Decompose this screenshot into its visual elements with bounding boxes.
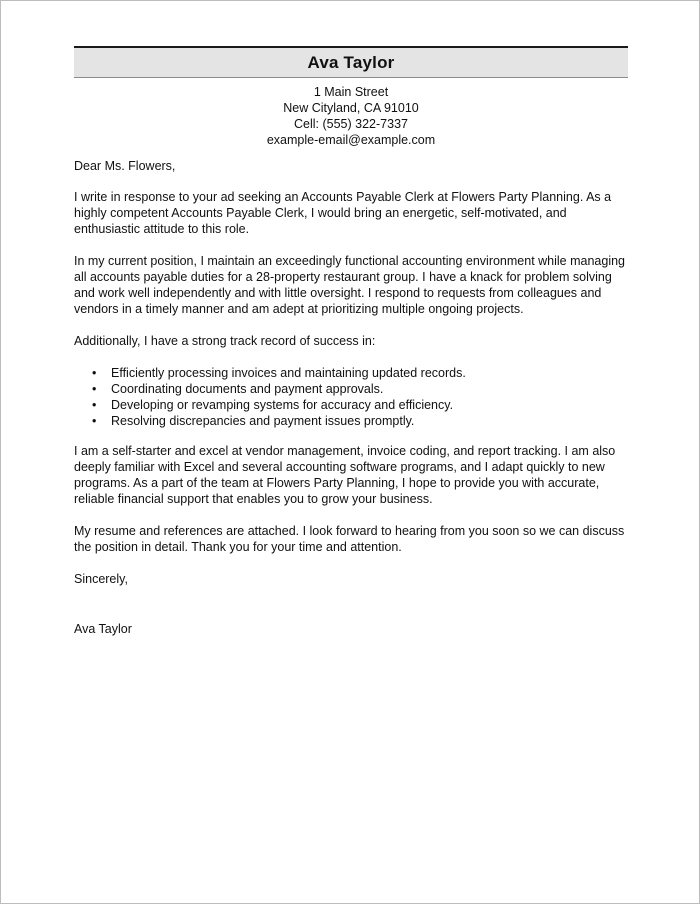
applicant-name: Ava Taylor (307, 52, 395, 72)
paragraph-closing: My resume and references are attached. I look forward to hearing from you soon so we can discuss the position in detail. Thank you for your time and attention. (74, 524, 625, 554)
letter-body (74, 158, 634, 653)
bullet-icon: • (92, 414, 97, 428)
city-state-zip: New Cityland, CA 91010 (283, 101, 419, 115)
list-item (74, 381, 634, 397)
closing-salutation: Sincerely, (74, 572, 128, 586)
bullet-icon: • (92, 366, 97, 380)
contact-block (74, 84, 628, 148)
list-item-text: Resolving discrepancies and payment issues promptly. (111, 414, 415, 428)
street-address: 1 Main Street (313, 85, 389, 99)
email-address: example-email@example.com (266, 133, 436, 147)
list-item-text: Efficiently processing invoices and maintaining updated records. (111, 366, 466, 380)
bullet-icon: • (92, 398, 97, 412)
list-item (74, 413, 634, 429)
list-item (74, 365, 634, 381)
paragraph-current-position: In my current position, I maintain an exceedingly functional accounting environment while managing all accounts payable duties for a 28-property restaurant group. I have a knack for problem solving and work well independently and with little oversight. I respond to requests from colleagues and vendors in a timely manner and am adept at prioritizing multiple ongoing projects. (74, 254, 626, 316)
accomplishments-list (74, 365, 634, 429)
list-item (74, 397, 634, 413)
paragraph-skills: I am a self-starter and excel at vendor management, invoice coding, and report tracking. I am also deeply familiar with Excel and several accounting software programs, and I adapt quickly to new programs. As a part of the team at Flowers Party Planning, I hope to provide you with accurate, reliable financial support that enables you to grow your business. (74, 444, 616, 506)
bullet-icon: • (92, 382, 97, 396)
name-banner (74, 46, 628, 78)
paragraph-intro: I write in response to your ad seeking an Accounts Payable Clerk at Flowers Party Planning. As a highly competent Accounts Payable Clerk, I would bring an energetic, self-motivated, and enthusiastic attitude to this role. (74, 190, 612, 236)
list-item-text: Coordinating documents and payment approvals. (111, 382, 384, 396)
salutation: Dear Ms. Flowers, (74, 159, 176, 173)
cell-phone: Cell: (555) 322-7337 (294, 117, 408, 131)
list-item-text: Developing or revamping systems for accuracy and efficiency. (111, 398, 454, 412)
paragraph-track-record: Additionally, I have a strong track record of success in: (74, 334, 376, 348)
signature: Ava Taylor (74, 622, 132, 636)
